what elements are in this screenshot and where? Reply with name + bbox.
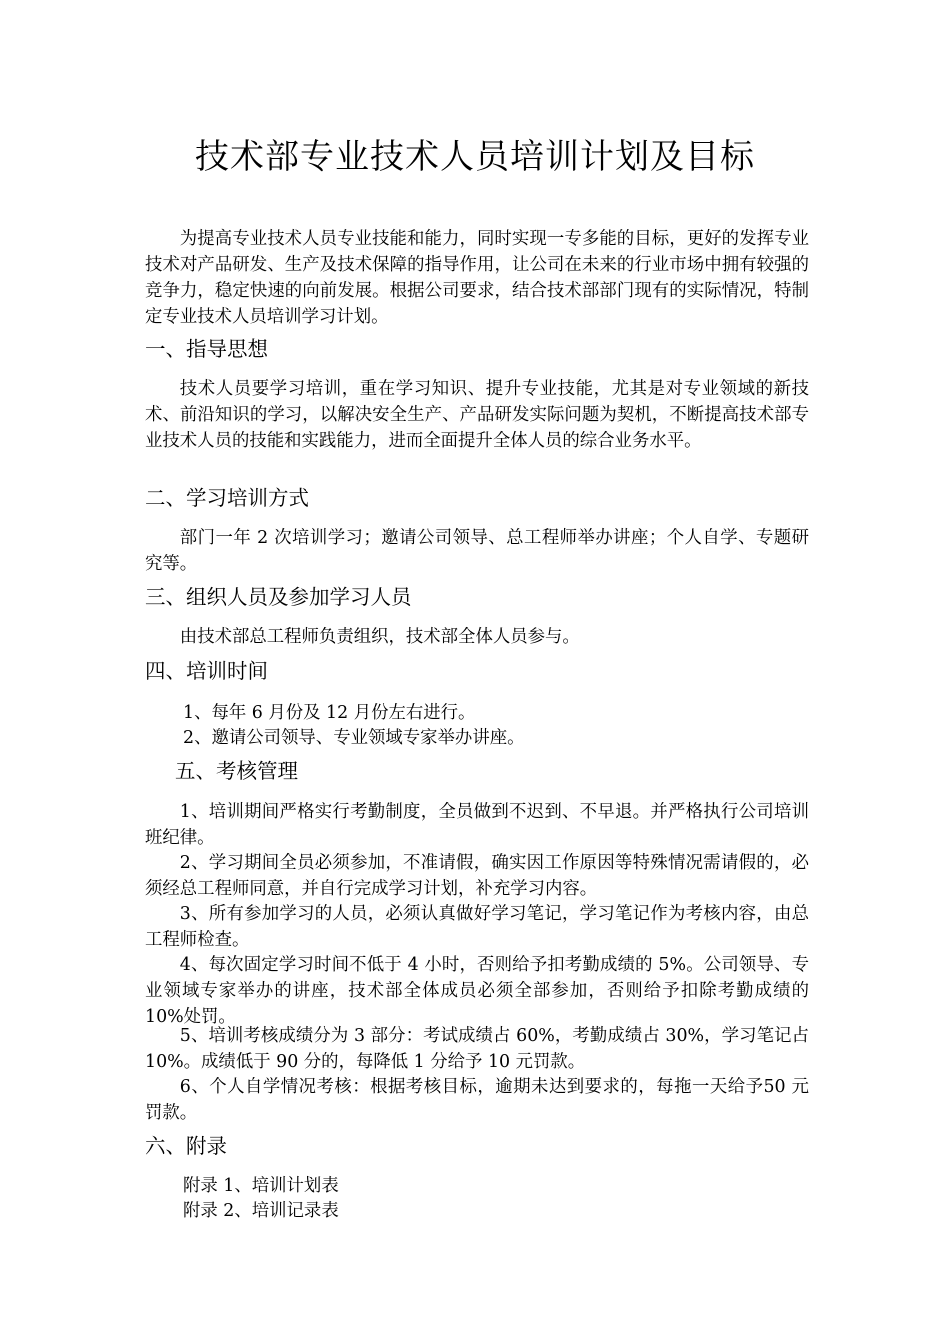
section-heading-training-method: 二、学习培训方式 [145,486,309,510]
appendix-item: 附录 2、培训记录表 [183,1201,339,1221]
guiding-ideology-paragraph: 技术人员要学习培训，重在学习知识、提升专业技能，尤其是对专业领域的新技术、前沿知识的学习，以解决安全生产、产品研发实际问题为契机，不断提高技术部专业技术人员的技能和实践能力，进而全面提升全体人员的综合业务水平。 [145,379,809,451]
assessment-item: 1、培训期间严格实行考勤制度，全员做到不迟到、不早退。并严格执行公司培训班纪律。 [145,802,809,848]
appendix-item: 附录 1、培训计划表 [183,1176,339,1196]
assessment-item: 2、学习期间全员必须参加，不准请假，确实因工作原因等特殊情况需请假的，必须经总工程师同意，并自行完成学习计划，补充学习内容。 [145,853,809,899]
assessment-item: 5、培训考核成绩分为 3 部分：考试成绩占 60%，考勤成绩占 30%，学习笔记占 10%。成绩低于 90 分的，每降低 1 分给予 10 元罚款。 [145,1026,809,1072]
section-heading-participants: 三、组织人员及参加学习人员 [145,585,412,609]
intro-paragraph: 为提高专业技术人员专业技能和能力，同时实现一专多能的目标，更好的发挥专业技术对产品研发、生产及技术保障的指导作用，让公司在未来的行业市场中拥有较强的竞争力，稳定快速的向前发展。根据公司要求，结合技术部部门现有的实际情况，特制定专业技术人员培训学习计划。 [145,229,809,327]
page-title: 技术部专业技术人员培训计划及目标 [195,137,755,177]
participants-paragraph: 由技术部总工程师负责组织，技术部全体人员参与。 [179,627,580,647]
section-heading-guiding-ideology: 一、指导思想 [145,337,268,361]
section-heading-assessment: 五、考核管理 [175,759,298,783]
training-time-item: 1、每年 6 月份及 12 月份左右进行。 [183,703,476,723]
training-time-item: 2、邀请公司领导、专业领域专家举办讲座。 [183,728,525,748]
assessment-item: 4、每次固定学习时间不低于 4 小时，否则给予扣考勤成绩的 5%。公司领导、专业领域专家举办的讲座，技术部全体成员必须全部参加，否则给予扣除考勤成绩的 10%处罚。 [145,955,809,1027]
section-heading-appendix: 六、附录 [145,1134,227,1158]
section-heading-training-time: 四、培训时间 [145,659,268,683]
assessment-item: 3、所有参加学习的人员，必须认真做好学习笔记，学习笔记作为考核内容，由总工程师检查。 [145,904,809,950]
assessment-item: 6、个人自学情况考核：根据考核目标，逾期未达到要求的，每拖一天给予50 元罚款。 [145,1077,809,1123]
training-method-paragraph: 部门一年 2 次培训学习；邀请公司领导、总工程师举办讲座；个人自学、专题研究等。 [145,528,809,574]
